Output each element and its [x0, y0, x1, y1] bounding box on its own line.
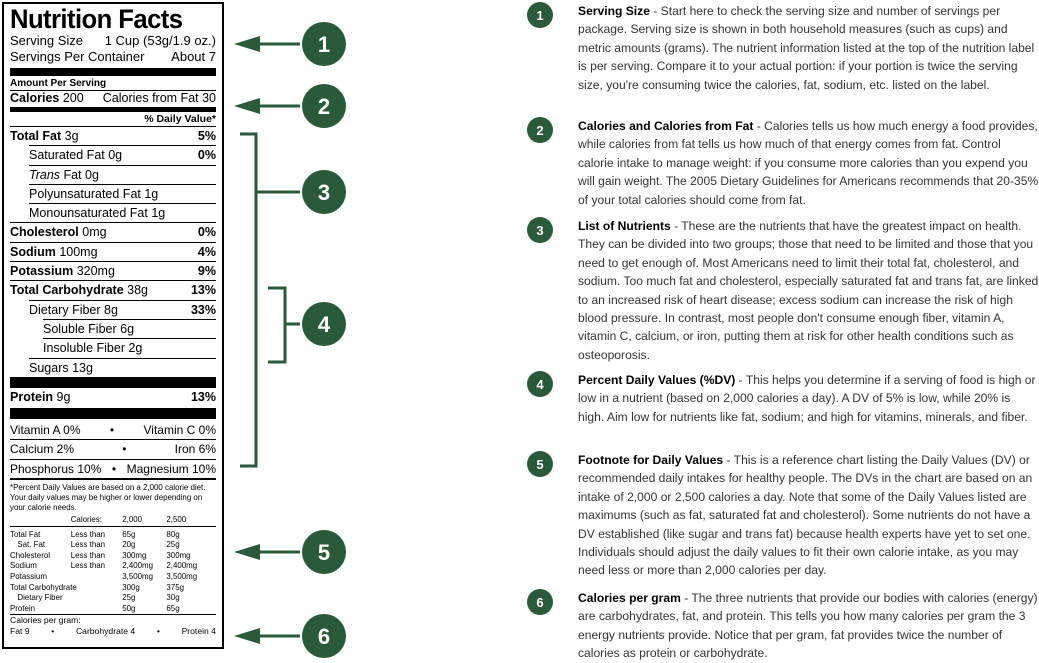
nutrient-amount: 9g	[56, 389, 71, 404]
nutrient-name: Sugars	[29, 360, 69, 375]
nutrient-daily-value: 0%	[197, 225, 216, 240]
nutrient-amount: Fat 0g	[63, 167, 99, 182]
nutrient-daily-value: 9%	[197, 264, 216, 279]
nutrient-name: Polyunsaturated Fat	[29, 186, 141, 201]
explanation-2	[527, 117, 1039, 209]
bullet: •	[122, 442, 127, 457]
nutrient-amount: 6g	[120, 321, 135, 336]
vitamin-left: Vitamin A 0%	[10, 423, 81, 438]
cell-n: Dietary Fiber	[17, 592, 63, 603]
footnote: *Percent Daily Values are based on a 2,000 calorie diet. Your daily values may be higher or lower depending on your calorie needs.	[10, 482, 206, 513]
nutrient-amount: 3g	[64, 129, 79, 143]
vitamin-right: Iron 6%	[174, 442, 216, 457]
arrowhead-1	[234, 36, 260, 52]
nutrient-amount: 38g	[127, 283, 149, 298]
explanation-body: - This is a reference chart listing the Daily Values (DV) or recommended daily intakes for healthy people. The DVs in the chart are based on an intake of 2,000 or 2,500 calories a day. Note that some of the Daily Values listed are maximums (such as fat, saturated fat and cholesterol). Some nutrients do not have a DV established (like sugar and trans fat) because health experts have yet to set one. Individuals should adjust the daily values to fit their own calorie intake, as you may need less or more than 2,000 calories per day.	[578, 453, 1033, 578]
calories-from-fat: Calories from Fat 30	[102, 91, 216, 105]
arrowhead-6	[234, 628, 260, 644]
explanation-6	[527, 589, 1039, 663]
nutrient-name: Insoluble Fiber	[43, 341, 125, 356]
explanation-title: Calories per gram	[578, 591, 681, 605]
nutrient-name: Potassium	[10, 264, 74, 279]
cell-q: Less than	[70, 528, 106, 539]
nutrient-amount: 100mg	[59, 244, 98, 259]
cpg-fat: Fat 9	[10, 625, 30, 636]
servings-value: About 7	[171, 49, 216, 64]
bracket-3	[240, 134, 256, 466]
cell-b: 2,400mg	[166, 560, 198, 571]
explanation-title: Footnote for Daily Values	[578, 453, 724, 467]
nutrient-daily-value: 0%	[197, 148, 216, 163]
nutrient-name: Monounsaturated Fat	[29, 206, 148, 221]
arrowhead-2	[234, 98, 260, 114]
nutrient-amount: 320mg	[76, 264, 115, 279]
cell-n: Sat. Fat	[17, 539, 46, 550]
cell-n: Sodium	[10, 560, 37, 571]
serving-size-value: 1 Cup (53g/1.9 oz.)	[104, 33, 216, 48]
col-2500: 2,500	[166, 514, 187, 525]
nutrient-daily-value: 13%	[190, 283, 216, 298]
cell-b: 65g	[166, 602, 180, 613]
arrowhead-5	[234, 544, 260, 560]
nutrient-amount: 8g	[104, 302, 118, 317]
nutrient-amount: 0mg	[82, 225, 107, 240]
explanation-title: Serving Size	[578, 4, 650, 18]
badge-2: 2	[527, 117, 553, 143]
cell-a: 2,400mg	[122, 560, 154, 571]
explanation-body: - The three nutrients that provide our bodies with calories (energy) are carbohydrates, fat, and protein. This tells you how many calories per gram the 3 energy nutrients provide. Notice that per gram, fat provides twice the number of calories as protein or carbohydrate.	[578, 591, 1038, 661]
vitamin-left: Calcium 2%	[10, 442, 75, 457]
nutrient-amount: 0g	[108, 148, 123, 163]
badge-1: 1	[527, 2, 553, 28]
explanation-body: - Start here to check the serving size and number of servings per package. Serving size is shown in both household measures (such as cups) and metric amounts (grams). The nutrient information listed at the top of the nutrition label is per serving. Compare it to your actual portion: if your portion is twice the serving size, you're consuming twice the calories, fat, sodium, etc. listed on the label.	[578, 4, 1035, 92]
explanation-title: List of Nutrients	[578, 219, 671, 233]
label-title: Nutrition Facts	[10, 4, 183, 34]
bracket-4	[268, 288, 285, 362]
nutrient-name: Total Fat	[10, 129, 62, 143]
nutrient-name: Sodium	[10, 244, 56, 259]
cell-a: 300g	[122, 581, 140, 592]
cell-n: Total Fat	[10, 528, 41, 539]
callout-number-6: 6	[317, 624, 331, 649]
serving-size-label: Serving Size	[10, 33, 83, 48]
badge-4: 4	[527, 371, 553, 397]
cell-b: 25g	[166, 539, 180, 550]
nutrient-daily-value: 13%	[190, 389, 216, 404]
col-2000: 2,000	[122, 514, 143, 525]
cpg-carbohydrate: Carbohydrate 4	[75, 625, 136, 636]
nutrient-daily-value: 5%	[197, 129, 216, 143]
explanation-body: - This helps you determine if a serving of food is high or low in a nutrient (based on 2,000 calories a day). A DV of 5% is low, while 20% is high. Aim low for nutrients like fat, sodium; and high for vitamins, minerals, and fiber.	[578, 373, 1036, 424]
badge-6: 6	[527, 589, 553, 615]
col-calories: Calories:	[70, 514, 102, 525]
cell-b: 375g	[166, 581, 184, 592]
callout-number-4: 4	[317, 312, 331, 337]
cell-n: Protein	[10, 602, 36, 613]
cell-q: Less than	[70, 549, 106, 560]
explanation-3	[527, 217, 1039, 364]
callout-number-2: 2	[317, 94, 331, 119]
cpg-protein: Protein 4	[181, 625, 216, 636]
cell-a: 50g	[122, 602, 136, 613]
amount-per-serving: Amount Per Serving	[10, 78, 107, 89]
explanation-title: Calories and Calories from Fat	[578, 119, 754, 133]
cell-n: Total Carbohydrate	[10, 581, 77, 592]
cell-a: 3,500mg	[122, 571, 154, 582]
calories-label: Calories	[10, 91, 60, 105]
nutrient-amount: 1g	[151, 206, 166, 221]
nutrient-name: Trans	[29, 167, 61, 182]
cell-b: 300mg	[166, 549, 191, 560]
cell-b: 80g	[166, 528, 180, 539]
vitamin-right: Magnesium 10%	[126, 461, 216, 476]
callout-number-1: 1	[317, 32, 331, 57]
cell-q: Less than	[70, 539, 106, 550]
calories-per-gram-label: Calories per gram:	[10, 615, 81, 626]
bullet: •	[109, 423, 115, 438]
vitamin-left: Phosphorus 10%	[10, 461, 102, 476]
explanation-body: - These are the nutrients that have the greatest impact on health. They can be divided into two groups; those that need to be limited and those that you need to get enough of. Most Americans need to limit their total fat, cholesterol, and sodium. Too much fat and cholesterol, especially saturated fat and trans fat, are linked to an increased risk of heart disease; excess sodium can increase the risk of high blood pressure. In contrast, most people don't consume enough fiber, vitamin A, vitamin C, calcium, or iron, putting them at risk for other health conditions such as osteoporosis.	[578, 219, 1039, 362]
explanation-body: - Calories tells us how much energy a food provides, while calories from fat tells us how much of that energy comes from fat. Control calorie intake to manage weight: if you consume more calories than you expend you will gain weight. The 2005 Dietary Guidelines for Americans recommends that 20-35% of your total calories should come from fat.	[578, 119, 1039, 207]
cell-a: 25g	[122, 592, 136, 603]
explanation-4	[527, 371, 1039, 426]
explanation-5	[527, 451, 1039, 580]
callout-number-3: 3	[317, 180, 331, 205]
servings-label: Servings Per Container	[10, 49, 145, 64]
nutrient-amount: 1g	[144, 186, 159, 201]
bullet: •	[156, 625, 160, 636]
cell-q: Less than	[70, 560, 106, 571]
cell-a: 65g	[122, 528, 136, 539]
explanation-title: Percent Daily Values (%DV)	[578, 373, 736, 387]
calories-value: 200	[62, 91, 84, 105]
callout-number-5: 5	[317, 540, 331, 565]
nutrient-name: Protein	[10, 389, 54, 404]
badge-5: 5	[527, 451, 553, 477]
cell-b: 30g	[166, 592, 180, 603]
daily-value-header: % Daily Value*	[144, 113, 216, 125]
cell-n: Cholesterol	[10, 549, 50, 560]
cell-n: Potassium	[10, 571, 47, 582]
cell-b: 3,500mg	[166, 571, 198, 582]
nutrient-name: Dietary Fiber	[29, 302, 101, 317]
nutrient-amount: 13g	[72, 360, 93, 375]
bullet: •	[111, 461, 117, 476]
nutrient-daily-value: 33%	[190, 302, 216, 317]
nutrient-amount: 2g	[128, 341, 143, 356]
nutrient-name: Soluble Fiber	[43, 321, 117, 336]
cell-a: 20g	[122, 539, 136, 550]
cell-a: 300mg	[122, 549, 147, 560]
bullet: •	[51, 625, 55, 636]
nutrient-name: Cholesterol	[10, 225, 79, 240]
badge-3: 3	[527, 217, 553, 243]
vitamin-right: Vitamin C 0%	[143, 423, 216, 438]
nutrient-daily-value: 4%	[197, 244, 216, 259]
explanation-1	[527, 2, 1039, 94]
nutrient-name: Total Carbohydrate	[10, 283, 124, 298]
nutrient-name: Saturated Fat	[29, 148, 105, 163]
